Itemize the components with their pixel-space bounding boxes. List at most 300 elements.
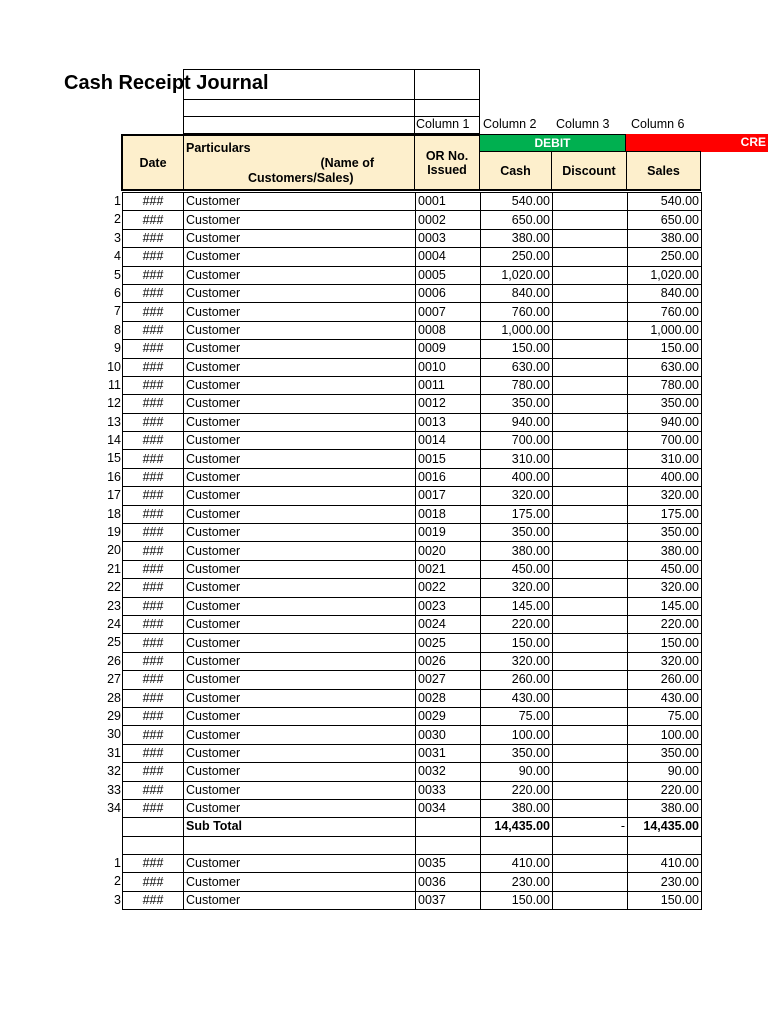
discount-cell	[553, 266, 628, 284]
particulars-cell: Customer	[184, 579, 416, 597]
header-cash	[479, 151, 552, 191]
sales-cell: 700.00	[628, 432, 702, 450]
discount-cell	[553, 652, 628, 670]
subtotal-cash: 14,435.00	[481, 818, 553, 836]
or-number-cell: 0024	[416, 615, 481, 633]
table-row	[123, 358, 702, 376]
sales-cell: 230.00	[628, 873, 702, 891]
or-number-cell: 0001	[416, 193, 481, 211]
sales-cell: 650.00	[628, 211, 702, 229]
table-row	[123, 340, 702, 358]
sales-cell: 630.00	[628, 358, 702, 376]
particulars-cell: Customer	[184, 303, 416, 321]
cash-cell: 310.00	[481, 450, 553, 468]
sales-cell: 350.00	[628, 524, 702, 542]
particulars-cell: Customer	[184, 873, 416, 891]
date-cell	[107, 413, 184, 431]
discount-cell	[553, 524, 628, 542]
particulars-cell: Customer	[184, 376, 416, 394]
cash-cell: 230.00	[481, 873, 553, 891]
sales-cell: 350.00	[628, 744, 702, 762]
cash-cell: 320.00	[481, 652, 553, 670]
row-number: 19	[107, 525, 121, 540]
table-row	[123, 193, 702, 211]
header-date	[121, 134, 184, 191]
row-number: 30	[107, 727, 121, 742]
or-number-cell: 0004	[416, 248, 481, 266]
blank-row	[123, 836, 702, 854]
header-discount	[551, 151, 627, 191]
cash-cell: 150.00	[481, 634, 553, 652]
discount-cell	[553, 726, 628, 744]
table-row	[123, 321, 702, 339]
header-sales-label: Sales	[647, 163, 680, 178]
sales-cell: 400.00	[628, 468, 702, 486]
sales-cell: 320.00	[628, 487, 702, 505]
cash-cell: 150.00	[481, 340, 553, 358]
discount-cell	[553, 505, 628, 523]
sales-cell: 320.00	[628, 579, 702, 597]
or-number-cell: 0011	[416, 376, 481, 394]
or-number-cell: 0005	[416, 266, 481, 284]
sales-cell: 75.00	[628, 707, 702, 725]
particulars-cell: Customer	[184, 395, 416, 413]
date-cell	[108, 376, 184, 394]
or-number-cell: 0021	[416, 560, 481, 578]
date-cell	[114, 873, 184, 891]
row-number: 1	[114, 856, 121, 871]
date-value: ###	[142, 414, 164, 429]
date-cell	[107, 560, 184, 578]
cash-cell: 175.00	[481, 505, 553, 523]
date-value: ###	[142, 617, 164, 632]
cash-cell: 350.00	[481, 395, 553, 413]
table-row	[123, 671, 702, 689]
date-value: ###	[142, 635, 164, 650]
date-value: ###	[142, 506, 164, 521]
cash-cell: 90.00	[481, 763, 553, 781]
table-row	[123, 303, 702, 321]
cash-cell: 220.00	[481, 615, 553, 633]
cash-cell: 630.00	[481, 358, 553, 376]
or-number-cell: 0027	[416, 671, 481, 689]
row-number: 17	[107, 488, 121, 503]
date-value: ###	[142, 782, 164, 797]
or-number-cell: 0006	[416, 284, 481, 302]
date-value: ###	[142, 304, 164, 319]
table-row	[123, 615, 702, 633]
date-value: ###	[142, 764, 164, 779]
discount-cell	[553, 855, 628, 873]
discount-cell	[553, 781, 628, 799]
date-value: ###	[142, 451, 164, 466]
or-number-cell: 0013	[416, 413, 481, 431]
sales-cell: 320.00	[628, 652, 702, 670]
table-row	[123, 229, 702, 247]
or-number-cell: 0030	[416, 726, 481, 744]
table-row	[123, 597, 702, 615]
row-number: 7	[114, 304, 121, 319]
discount-cell	[553, 284, 628, 302]
blank-or	[416, 836, 481, 854]
discount-cell	[553, 744, 628, 762]
sales-cell: 100.00	[628, 726, 702, 744]
date-cell	[114, 193, 184, 211]
discount-cell	[553, 193, 628, 211]
subtotal-sales: 14,435.00	[628, 818, 702, 836]
particulars-cell: Customer	[184, 229, 416, 247]
date-cell	[107, 744, 184, 762]
particulars-cell: Customer	[184, 689, 416, 707]
or-number-cell: 0019	[416, 524, 481, 542]
date-cell	[107, 358, 184, 376]
particulars-cell: Customer	[184, 671, 416, 689]
discount-cell	[553, 487, 628, 505]
title-cell-box	[183, 69, 415, 100]
header-particulars-sub: (Name of	[320, 156, 374, 170]
discount-cell	[553, 615, 628, 633]
row-number: 8	[114, 322, 121, 337]
date-value: ###	[142, 727, 164, 742]
row-number: 2	[114, 874, 121, 889]
header-discount-label: Discount	[562, 163, 616, 178]
table-row	[123, 689, 702, 707]
date-value: ###	[142, 653, 164, 668]
cash-cell: 650.00	[481, 211, 553, 229]
column-number-cash: Column 2	[483, 117, 537, 131]
date-cell	[107, 505, 184, 523]
date-cell	[107, 487, 184, 505]
particulars-cell: Customer	[184, 340, 416, 358]
discount-cell	[553, 597, 628, 615]
or-number-cell: 0034	[416, 799, 481, 817]
table-row	[123, 395, 702, 413]
particulars-cell: Customer	[184, 799, 416, 817]
cash-cell: 220.00	[481, 781, 553, 799]
row-number: 32	[107, 764, 121, 779]
sales-cell: 410.00	[628, 855, 702, 873]
date-value: ###	[142, 562, 164, 576]
particulars-cell: Customer	[184, 781, 416, 799]
title-cell-box-right	[414, 69, 480, 100]
cash-cell: 1,000.00	[481, 321, 553, 339]
date-cell	[107, 432, 184, 450]
particulars-cell: Customer	[184, 321, 416, 339]
date-value: ###	[142, 856, 164, 871]
sales-cell: 145.00	[628, 597, 702, 615]
journal-title: Cash Receipt Journal	[64, 72, 269, 94]
date-cell	[114, 321, 184, 339]
sales-cell: 90.00	[628, 763, 702, 781]
row-number: 10	[107, 359, 121, 374]
date-value: ###	[142, 470, 164, 485]
sales-cell: 940.00	[628, 413, 702, 431]
date-value: ###	[142, 672, 164, 687]
discount-cell	[553, 395, 628, 413]
date-cell	[107, 615, 184, 633]
header-particulars	[183, 134, 415, 191]
date-value: ###	[142, 194, 164, 209]
date-value: ###	[142, 212, 164, 227]
date-cell	[107, 726, 184, 744]
date-value: ###	[142, 543, 164, 558]
table-row	[123, 413, 702, 431]
or-number-cell: 0009	[416, 340, 481, 358]
sales-cell: 450.00	[628, 560, 702, 578]
cash-cell: 260.00	[481, 671, 553, 689]
particulars-cell: Customer	[184, 284, 416, 302]
row-number: 1	[114, 194, 121, 208]
row-number: 34	[107, 800, 121, 815]
row-number: 18	[107, 506, 121, 521]
date-value: ###	[142, 359, 164, 374]
date-cell	[114, 211, 184, 229]
date-value: ###	[142, 378, 164, 393]
or-number-cell: 0037	[416, 891, 481, 909]
or-number-cell: 0007	[416, 303, 481, 321]
table-row	[123, 560, 702, 578]
blank-discount	[553, 836, 628, 854]
discount-cell	[553, 763, 628, 781]
discount-cell	[553, 634, 628, 652]
sales-cell: 175.00	[628, 505, 702, 523]
row-number: 14	[107, 433, 121, 448]
date-cell	[114, 229, 184, 247]
column-number-or: Column 1	[416, 117, 470, 131]
date-cell	[107, 652, 184, 670]
row-number: 2	[114, 212, 121, 227]
discount-cell	[553, 891, 628, 909]
cash-cell: 380.00	[481, 542, 553, 560]
particulars-cell: Customer	[184, 487, 416, 505]
date-value: ###	[142, 396, 164, 411]
sales-cell: 260.00	[628, 671, 702, 689]
table-row	[123, 284, 702, 302]
or-number-cell: 0029	[416, 707, 481, 725]
discount-cell	[553, 303, 628, 321]
date-cell	[107, 579, 184, 597]
discount-cell	[553, 560, 628, 578]
date-value: ###	[142, 322, 164, 337]
row-number: 29	[107, 708, 121, 723]
row-number: 28	[107, 690, 121, 705]
table-row	[123, 763, 702, 781]
table-row	[123, 248, 702, 266]
discount-cell	[553, 542, 628, 560]
date-value: ###	[142, 598, 164, 613]
date-value: ###	[142, 874, 164, 889]
cash-cell: 350.00	[481, 744, 553, 762]
sales-cell: 380.00	[628, 229, 702, 247]
cash-cell: 320.00	[481, 579, 553, 597]
date-cell	[107, 799, 184, 817]
date-value: ###	[142, 341, 164, 356]
or-number-cell: 0003	[416, 229, 481, 247]
or-number-cell: 0036	[416, 873, 481, 891]
date-cell	[114, 248, 184, 266]
discount-cell	[553, 340, 628, 358]
blank-sales	[628, 836, 702, 854]
particulars-cell: Customer	[184, 855, 416, 873]
row-number: 4	[114, 249, 121, 264]
cash-cell: 150.00	[481, 891, 553, 909]
or-number-cell: 0020	[416, 542, 481, 560]
date-cell	[114, 340, 184, 358]
spacer-cell	[183, 99, 415, 117]
header-or-line1: OR No.	[425, 148, 469, 163]
sales-cell: 380.00	[628, 799, 702, 817]
date-cell	[107, 524, 184, 542]
or-number-cell: 0026	[416, 652, 481, 670]
date-value: ###	[142, 580, 164, 595]
discount-cell	[553, 229, 628, 247]
sales-cell: 220.00	[628, 615, 702, 633]
sales-cell: 840.00	[628, 284, 702, 302]
sales-cell: 150.00	[628, 340, 702, 358]
date-value: ###	[142, 893, 164, 908]
or-number-cell: 0028	[416, 689, 481, 707]
table-row	[123, 781, 702, 799]
cash-cell: 410.00	[481, 855, 553, 873]
particulars-cell: Customer	[184, 726, 416, 744]
row-number: 11	[108, 377, 121, 392]
cash-cell: 840.00	[481, 284, 553, 302]
row-number: 23	[107, 598, 121, 613]
cash-cell: 760.00	[481, 303, 553, 321]
particulars-cell: Customer	[184, 358, 416, 376]
table-row	[123, 634, 702, 652]
cash-cell: 940.00	[481, 413, 553, 431]
sales-cell: 540.00	[628, 193, 702, 211]
header-particulars-sub2: Customers/Sales)	[248, 171, 354, 185]
discount-cell	[553, 707, 628, 725]
row-number: 26	[107, 653, 121, 668]
cash-cell: 540.00	[481, 193, 553, 211]
column-number-sales: Column 6	[631, 117, 685, 131]
sales-cell: 1,020.00	[628, 266, 702, 284]
table-row	[123, 450, 702, 468]
blank-cash	[481, 836, 553, 854]
particulars-cell: Customer	[184, 413, 416, 431]
header-or-line2: Issued	[427, 162, 467, 177]
row-number: 5	[114, 267, 121, 282]
date-value: ###	[142, 249, 164, 264]
cash-cell: 780.00	[481, 376, 553, 394]
discount-cell	[553, 321, 628, 339]
table-row	[123, 542, 702, 560]
or-number-cell: 0014	[416, 432, 481, 450]
date-value: ###	[142, 488, 164, 503]
date-cell	[107, 468, 184, 486]
colnum-empty-cell	[183, 116, 415, 134]
particulars-cell: Customer	[184, 597, 416, 615]
table-row	[123, 799, 702, 817]
cash-cell: 1,020.00	[481, 266, 553, 284]
cash-cell: 145.00	[481, 597, 553, 615]
cash-cell: 350.00	[481, 524, 553, 542]
discount-cell	[553, 468, 628, 486]
discount-cell	[553, 432, 628, 450]
credit-band: CRE	[626, 134, 768, 152]
subtotal-label: Sub Total	[184, 818, 416, 836]
sales-cell: 430.00	[628, 689, 702, 707]
cash-cell: 450.00	[481, 560, 553, 578]
discount-cell	[553, 671, 628, 689]
discount-cell	[553, 358, 628, 376]
or-number-cell: 0018	[416, 505, 481, 523]
date-cell	[114, 284, 184, 302]
table-row	[123, 266, 702, 284]
column-number-discount: Column 3	[556, 117, 610, 131]
subtotal-or-cell	[416, 818, 481, 836]
row-number: 33	[107, 782, 121, 797]
row-number: 3	[114, 892, 121, 907]
date-value: ###	[142, 230, 164, 245]
sales-cell: 220.00	[628, 781, 702, 799]
table-row	[123, 376, 702, 394]
row-number: 13	[107, 414, 121, 429]
row-number: 3	[114, 230, 121, 245]
cash-cell: 400.00	[481, 468, 553, 486]
row-number: 15	[107, 451, 121, 466]
cash-cell: 380.00	[481, 229, 553, 247]
row-number: 12	[107, 396, 121, 411]
date-cell	[107, 634, 184, 652]
subtotal-discount: -	[553, 818, 628, 836]
or-number-cell: 0002	[416, 211, 481, 229]
particulars-cell: Customer	[184, 634, 416, 652]
sales-cell: 150.00	[628, 891, 702, 909]
cash-cell: 250.00	[481, 248, 553, 266]
sales-cell: 1,000.00	[628, 321, 702, 339]
or-number-cell: 0031	[416, 744, 481, 762]
or-number-cell: 0010	[416, 358, 481, 376]
particulars-cell: Customer	[184, 652, 416, 670]
subtotal-empty-cell	[123, 818, 184, 836]
blank-date	[123, 836, 184, 854]
row-number: 31	[107, 745, 121, 760]
particulars-cell: Customer	[184, 763, 416, 781]
row-number: 21	[107, 561, 121, 576]
table-row	[123, 891, 702, 909]
discount-cell	[553, 376, 628, 394]
discount-cell	[553, 248, 628, 266]
discount-cell	[553, 450, 628, 468]
particulars-cell: Customer	[184, 744, 416, 762]
particulars-cell: Customer	[184, 505, 416, 523]
table-row	[123, 707, 702, 725]
or-number-cell: 0015	[416, 450, 481, 468]
date-value: ###	[142, 745, 164, 760]
discount-cell	[553, 873, 628, 891]
particulars-cell: Customer	[184, 248, 416, 266]
or-number-cell: 0012	[416, 395, 481, 413]
row-number: 24	[107, 616, 121, 631]
blank-particulars	[184, 836, 416, 854]
sales-cell: 250.00	[628, 248, 702, 266]
row-number: 22	[107, 580, 121, 595]
particulars-cell: Customer	[184, 542, 416, 560]
date-value: ###	[142, 286, 164, 301]
cash-cell: 100.00	[481, 726, 553, 744]
discount-cell	[553, 799, 628, 817]
particulars-cell: Customer	[184, 468, 416, 486]
date-cell	[107, 542, 184, 560]
table-row	[123, 524, 702, 542]
particulars-cell: Customer	[184, 524, 416, 542]
date-value: ###	[142, 433, 164, 448]
table-row	[123, 505, 702, 523]
